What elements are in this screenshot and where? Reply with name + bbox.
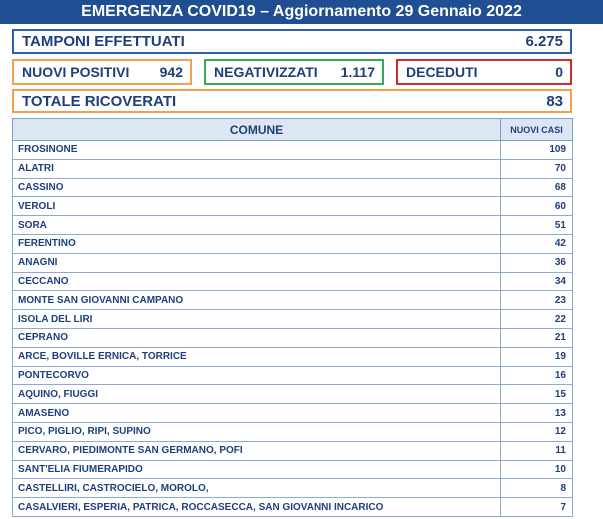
deceduti-box bbox=[396, 59, 572, 85]
nuovi-casi-cell: 15 bbox=[501, 385, 573, 404]
deceduti-value: 0 bbox=[555, 64, 563, 80]
table-header-row bbox=[13, 119, 573, 141]
table-row bbox=[13, 272, 573, 291]
comune-cell: FERENTINO bbox=[13, 234, 501, 253]
comune-cell: VEROLI bbox=[13, 197, 501, 216]
nuovi-casi-cell: 51 bbox=[501, 216, 573, 235]
table-row bbox=[13, 216, 573, 235]
comune-cell: ARCE, BOVILLE ERNICA, TORRICE bbox=[13, 347, 501, 366]
casi-table bbox=[12, 118, 573, 517]
comune-cell: CEPRANO bbox=[13, 328, 501, 347]
nuovi-casi-cell: 8 bbox=[501, 479, 573, 498]
comune-cell: PICO, PIGLIO, RIPI, SUPINO bbox=[13, 422, 501, 441]
nuovi-casi-cell: 16 bbox=[501, 366, 573, 385]
table-row bbox=[13, 310, 573, 329]
comune-cell: FROSINONE bbox=[13, 141, 501, 160]
comune-cell: CERVARO, PIEDIMONTE SAN GERMANO, POFI bbox=[13, 441, 501, 460]
nuovi-casi-cell: 22 bbox=[501, 310, 573, 329]
negativizzati-label: NEGATIVIZZATI bbox=[214, 64, 318, 80]
nuovi-casi-cell: 12 bbox=[501, 422, 573, 441]
comune-cell: CASSINO bbox=[13, 178, 501, 197]
comune-cell: CASALVIERI, ESPERIA, PATRICA, ROCCASECCA, SAN GIOVANNI INCARICO bbox=[13, 498, 501, 517]
comune-cell: SORA bbox=[13, 216, 501, 235]
table-row bbox=[13, 460, 573, 479]
nuovi-casi-cell: 10 bbox=[501, 460, 573, 479]
positivi-label: NUOVI POSITIVI bbox=[22, 64, 130, 80]
nuovi-casi-cell: 109 bbox=[501, 141, 573, 160]
negativizzati-box bbox=[204, 59, 384, 85]
table-row bbox=[13, 178, 573, 197]
nuovi-casi-cell: 60 bbox=[501, 197, 573, 216]
table-row bbox=[13, 253, 573, 272]
negativizzati-value: 1.117 bbox=[340, 64, 375, 80]
comune-cell: ANAGNI bbox=[13, 253, 501, 272]
page-title: EMERGENZA COVID19 – Aggiornamento 29 Gennaio 2022 bbox=[0, 0, 603, 24]
comune-cell: AQUINO, FIUGGI bbox=[13, 385, 501, 404]
nuovi-casi-cell: 23 bbox=[501, 291, 573, 310]
table-row bbox=[13, 197, 573, 216]
tamponi-label: TAMPONI EFFETTUATI bbox=[22, 33, 185, 50]
table-row bbox=[13, 422, 573, 441]
nuovi-casi-cell: 70 bbox=[501, 159, 573, 178]
tamponi-value: 6.275 bbox=[525, 33, 563, 50]
table-row bbox=[13, 328, 573, 347]
table-row bbox=[13, 291, 573, 310]
comune-cell: MONTE SAN GIOVANNI CAMPANO bbox=[13, 291, 501, 310]
table-row bbox=[13, 441, 573, 460]
nuovi-casi-cell: 21 bbox=[501, 328, 573, 347]
nuovi-casi-cell: 11 bbox=[501, 441, 573, 460]
table-row bbox=[13, 404, 573, 423]
comune-cell: AMASENO bbox=[13, 404, 501, 423]
comune-cell: CECCANO bbox=[13, 272, 501, 291]
comune-cell: CASTELLIRI, CASTROCIELO, MOROLO, bbox=[13, 479, 501, 498]
nuovi-casi-cell: 7 bbox=[501, 498, 573, 517]
comune-cell: ALATRI bbox=[13, 159, 501, 178]
ricoverati-box bbox=[12, 89, 572, 113]
nuovi-casi-cell: 13 bbox=[501, 404, 573, 423]
col-header-nuovi-casi: NUOVI CASI bbox=[501, 119, 573, 141]
nuovi-casi-cell: 68 bbox=[501, 178, 573, 197]
ricoverati-value: 83 bbox=[546, 92, 563, 110]
table-row bbox=[13, 366, 573, 385]
table-row bbox=[13, 347, 573, 366]
nuovi-casi-cell: 19 bbox=[501, 347, 573, 366]
table-row bbox=[13, 385, 573, 404]
ricoverati-label: TOTALE RICOVERATI bbox=[22, 92, 177, 110]
nuovi-casi-cell: 34 bbox=[501, 272, 573, 291]
comune-cell: PONTECORVO bbox=[13, 366, 501, 385]
table-row bbox=[13, 498, 573, 517]
table-row bbox=[13, 479, 573, 498]
deceduti-label: DECEDUTI bbox=[406, 64, 478, 80]
nuovi-casi-cell: 36 bbox=[501, 253, 573, 272]
nuovi-casi-cell: 42 bbox=[501, 234, 573, 253]
comune-cell: ISOLA DEL LIRI bbox=[13, 310, 501, 329]
positivi-box bbox=[12, 59, 192, 85]
table-row bbox=[13, 159, 573, 178]
table-row bbox=[13, 141, 573, 160]
comune-cell: SANT'ELIA FIUMERAPIDO bbox=[13, 460, 501, 479]
col-header-comune: COMUNE bbox=[13, 119, 501, 141]
tamponi-box bbox=[12, 29, 572, 54]
table-row bbox=[13, 234, 573, 253]
positivi-value: 942 bbox=[159, 64, 183, 80]
